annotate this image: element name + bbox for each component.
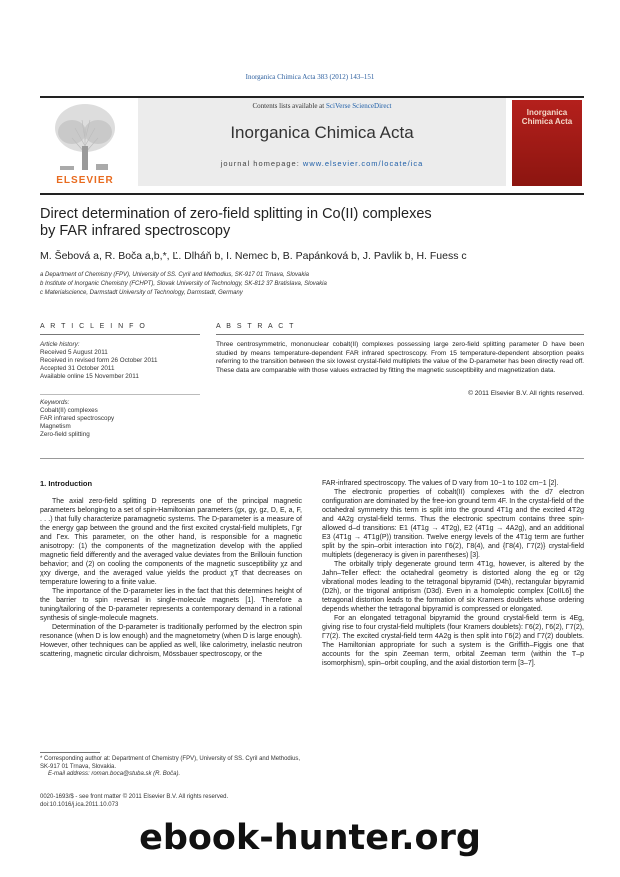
journal-citation[interactable]: Inorganica Chimica Acta 383 (2012) 143–151 [245,73,375,81]
paragraph: FAR-infrared spectroscopy. The values of D vary from 10−1 to 102 cm−1 [2]. [322,480,559,487]
abstract-heading: A B S T R A C T [216,323,296,330]
cover-title-line2: Chimica Acta [521,117,573,126]
front-matter-rule [40,458,584,459]
abstract-rule [216,334,584,335]
watermark-text: ebook-hunter.org [139,818,481,858]
history-accepted: Accepted 31 October 2011 [40,365,115,372]
sciencedirect-link[interactable]: SciVerse ScienceDirect [326,102,392,110]
paragraph: For an elongated tetragonal bipyramid the ground crystal-field term is 4Eg, giving rise to four crystal-field multiplets (four Kramers doublets): Γ6(2), Γ6(2), Γ7(2), Γ7(2). The excited crystal-field term 4A2g is then split into Γ6(2) and Γ7(2) doublets. The Hamiltonian appropriate for such a system is the Griffith–Figgis one that accounts for the spin Zeeman term, orbital Zeeman term (within the T–p isomorphism), spin–orbit coupling, and the axial distortion term [3–7]. [322,615,584,667]
homepage-link[interactable]: www.elsevier.com/locate/ica [302,159,424,168]
journal-cover-title [514,108,580,126]
section-heading-introduction: 1. Introduction [40,479,93,488]
keyword-item: Zero-field splitting [40,431,90,438]
paragraph: The orbitally triply degenerate ground term 4T1g, however, is altered by the Jahn–Teller effect: the octahedral geometry is distorted along the eg or t2g vibrational modes leading to the tetragonal bipyramid (D4h), rectangular bipyramid (D2h), or the trigonal antiprism (D3d). Even in a homoleptic complex [CoIIL6] the tetragonal distortion leads to the formation of six Kramers doublets whose ordering depends whether the tetragonal bipyramid is compressed or elongated. [322,561,584,613]
affiliation-c: c Materialscience, Darmstadt University of Technology, Darmstadt, Germany [40,290,243,296]
cover-title-line1: Inorganica [526,108,568,117]
paragraph: Determination of the D-parameter is traditionally performed by the electron spin resonance (when D is low enough) and the magnetometry (when D is large enough). However, other techniques can be applied as well, like calorimetry, inelastic neutron scattering, magnetic circular dichroism, Mössbauer spectroscopy, or the [40,624,302,658]
email-note[interactable]: E-mail address: roman.boca@stuba.sk (R. Boča). [48,771,181,777]
history-revised: Received in revised form 26 October 2011 [40,357,158,364]
keywords-block [40,399,205,439]
abstract-text: Three centrosymmetric, mononuclear cobalt(II) complexes possessing large zero-field splitting parameter D have been studied by means temperature-dependent FAR infrared spectroscopy. From 15 temperature-dependent absorption peaks referring to the transition between the six lowest crystal-field multiplets the value of the D-parameter has been directly read off. These data are comparable with those values extracted by fitting the magnetic susceptibility and magnetization data. [216,341,584,374]
history-received: Received 5 August 2011 [40,349,108,356]
affiliation-a: a Department of Chemistry (FPV), University of SS. Cyril and Methodius, SK-917 01 Trnava, Slovakia [40,272,309,278]
left-column [40,497,302,659]
keyword-item: Cobalt(II) complexes [40,407,98,414]
article-info-heading: A R T I C L E I N F O [40,323,147,330]
article-title-line1: Direct determination of zero-field splitting in Co(II) complexes [40,206,432,222]
keyword-item: FAR infrared spectroscopy [40,415,115,422]
footnotes [40,756,302,779]
contents-line [138,102,506,110]
issn-block [40,794,340,809]
article-info-rule [40,334,200,335]
article-title [40,206,580,240]
issn-line: 0020-1693/$ - see front matter © 2011 Elsevier B.V. All rights reserved. [40,794,229,800]
elsevier-wordmark: ELSEVIER [56,175,114,186]
history-online: Available online 15 November 2011 [40,373,139,380]
article-title-line2: by FAR infrared spectroscopy [40,223,231,239]
corresponding-author-note: * Corresponding author at: Department of Chemistry (FPV), University of SS. Cyril and Methodius, SK-917 01 Trnava, Slovakia. [40,756,301,770]
keyword-item: Magnetism [40,423,71,430]
doi-line[interactable]: doi:10.1016/j.ica.2011.10.073 [40,801,119,808]
paragraph: The importance of the D-parameter lies in the fact that this determines height of the barrier to spin reversal in single-molecule magnets [1]. Therefore a tuning/tailoring of the D-parameter represents a contemporary demand in a rational synthesis of single-molecule magnets. [40,588,302,622]
footnote-rule [40,752,100,753]
contents-prefix: Contents lists available at [252,102,325,110]
keywords-rule [40,394,200,395]
journal-title: Inorganica Chimica Acta [230,123,414,142]
paragraph: The electronic properties of cobalt(II) complexes with the d7 electron configuration are dominated by the free-ion ground term 4F. In the crystal-field of the octahedral symmetry this term is split into the ground 4T1g and the excited 4T2g and 4A2g crystal-field terms. Thus the electronic spectrum contains three spin-allowed d–d transitions: E1 (4T1g → 4T2g), E2 (4T1g → 4A2g), and an additional E3 (4T1g → 4T1g(P)) transition. Twelve energy levels of the 4T1g term are further split by the spin–orbit interaction into Γ6(2), Γ8(4), and {Γ8(4), Γ7(2)} crystal-field multiplets (degeneracy is given in parentheses) [3]. [322,489,584,559]
elsevier-tree-logo [42,98,128,186]
abstract-copyright: © 2011 Elsevier B.V. All rights reserved. [468,390,584,397]
right-column [322,479,584,668]
keywords-label: Keywords: [40,399,70,406]
author-list[interactable]: M. Šebová a, R. Boča a,b,*, Ľ. Dlháň b, I. Nemec b, B. Papánková b, J. Pavlik b, H. Fuess c [40,250,467,262]
history-label: Article history: [40,341,80,348]
journal-homepage [138,159,506,168]
homepage-prefix: journal homepage: [220,159,300,168]
paragraph: The axial zero-field splitting D represents one of the principal magnetic parameters belonging to a set of spin-Hamiltonian parameters (gx, gy, gz, D, E, a, F, . . .) that fully characterize paramagnetic systems. The D-parameter is a measure of the energy gap between the ground and the first excited crystal-field multiplets, Γgr and Γex. This parameter, on the other hand, is responsible for a magnetic anisotropy: (1) the components of the magnetization develop with the applied magnetic field differently and the averaged value deviates from the Brillouin function behavior; and (2) on cooling the components of the magnetic susceptibility χz and χxy diverge, and the averaged value yields the product χT that decreases on temperature lowering to a finite value. [40,498,302,586]
affiliation-b: b Institute of Inorganic Chemistry (FCHPT), Slovak University of Technology, SK-812 37 Bratislava, Slovakia [40,281,327,287]
article-history [40,341,205,381]
